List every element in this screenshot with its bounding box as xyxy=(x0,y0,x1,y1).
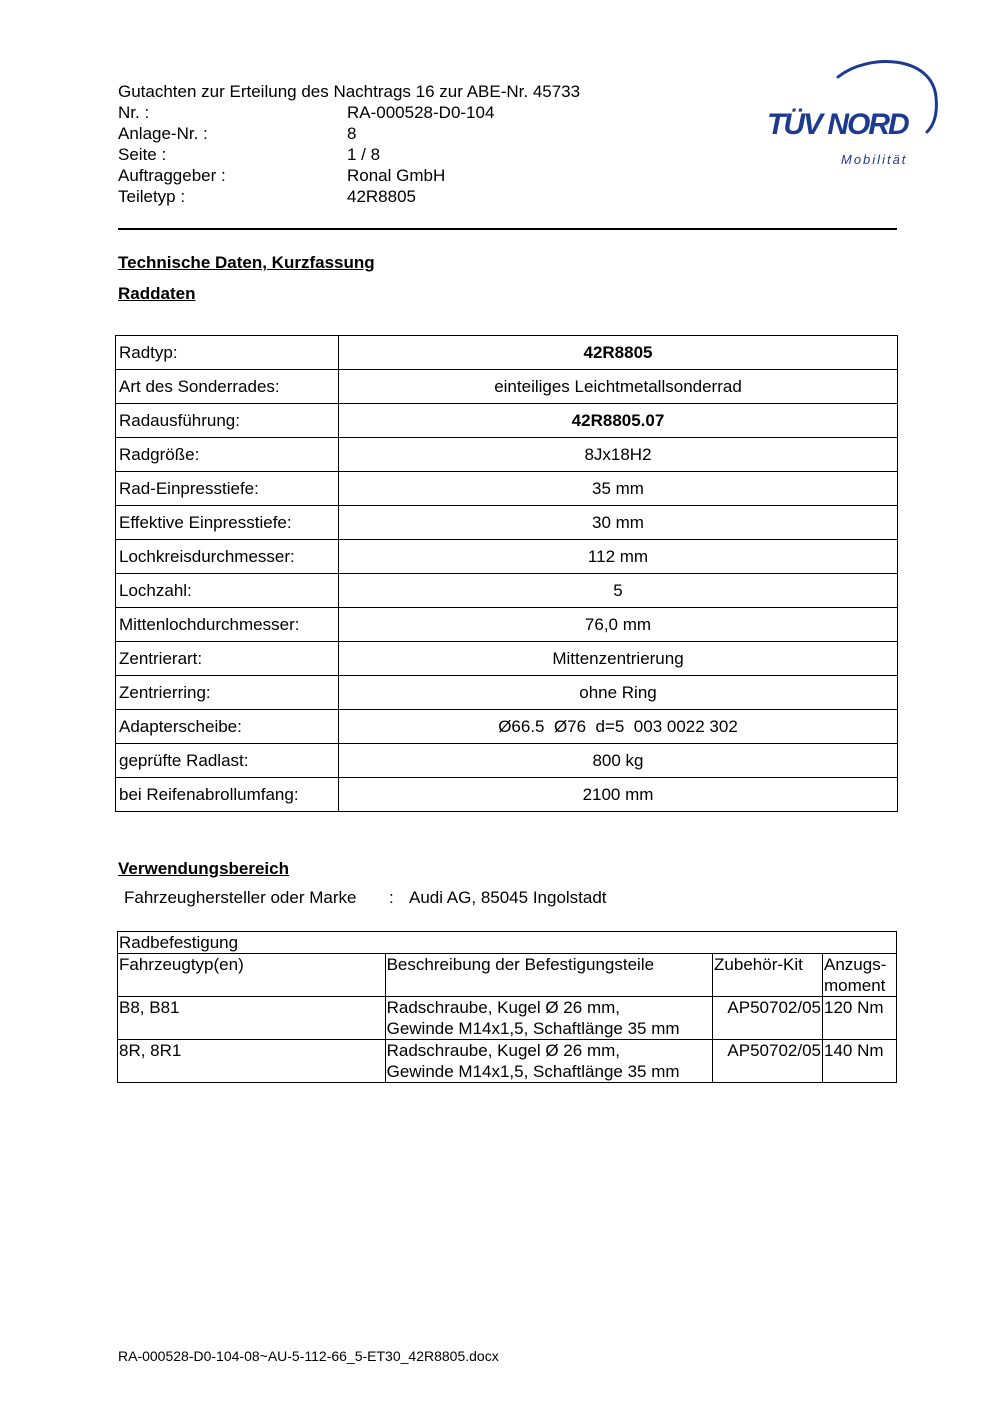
label-cell: geprüfte Radlast: xyxy=(116,744,339,778)
header-value: 1 / 8 xyxy=(347,145,381,164)
table-row xyxy=(116,778,898,812)
report-title: Gutachten zur Erteilung des Nachtrags 16 zur ABE-Nr. 45733 xyxy=(118,82,581,101)
label-cell: Mittenlochdurchmesser: xyxy=(116,608,339,642)
value-cell: Mittenzentrierung xyxy=(339,642,898,676)
label-cell: Zentrierring: xyxy=(116,676,339,710)
header-line: Anzugs- xyxy=(824,955,887,974)
header-label: Anlage-Nr. : xyxy=(118,124,208,143)
table-row xyxy=(116,676,898,710)
value-cell: 42R8805.07 xyxy=(339,404,898,438)
table-title-row xyxy=(118,932,897,954)
value-cell: 800 kg xyxy=(339,744,898,778)
header-row-teiletyp xyxy=(118,186,580,207)
wheel-fixing-table xyxy=(117,931,897,1083)
label-cell: Effektive Einpresstiefe: xyxy=(116,506,339,540)
section-heading-wheel: Raddaten xyxy=(118,284,196,303)
value-cell: einteiliges Leichtmetallsonderrad xyxy=(339,370,898,404)
header-label: Auftraggeber : xyxy=(118,166,226,185)
table-row xyxy=(116,540,898,574)
header-label: Teiletyp : xyxy=(118,187,186,206)
kit-cell: AP50702/05 xyxy=(713,1040,823,1083)
description-line: Gewinde M14x1,5, Schaftlänge 35 mm xyxy=(386,1019,680,1038)
label-cell: bei Reifenabrollumfang: xyxy=(116,778,339,812)
table-row xyxy=(116,472,898,506)
usage-separator: : xyxy=(389,888,394,907)
label-cell: Lochkreisdurchmesser: xyxy=(116,540,339,574)
header-cell: Zubehör-Kit xyxy=(713,954,823,997)
description-cell xyxy=(385,997,712,1040)
vehicle-types-cell: B8, B81 xyxy=(118,997,386,1040)
header-row-seite xyxy=(118,144,580,165)
header-cell: Beschreibung der Befestigungsteile xyxy=(385,954,712,997)
label-cell: Art des Sonderrades: xyxy=(116,370,339,404)
table-row xyxy=(116,370,898,404)
header-value: RA-000528-D0-104 xyxy=(347,103,495,122)
table-row xyxy=(116,506,898,540)
value-cell: ohne Ring xyxy=(339,676,898,710)
value-cell: 5 xyxy=(339,574,898,608)
kit-cell: AP50702/05 xyxy=(713,997,823,1040)
table-row xyxy=(116,574,898,608)
logo-wordmark: TÜV NORD xyxy=(767,108,908,141)
table-row xyxy=(116,336,898,370)
value-cell: 2100 mm xyxy=(339,778,898,812)
label-cell: Radausführung: xyxy=(116,404,339,438)
header-cell xyxy=(823,954,897,997)
description-line: Radschraube, Kugel Ø 26 mm, xyxy=(386,998,620,1017)
table-row xyxy=(116,608,898,642)
header-value: 42R8805 xyxy=(347,187,417,206)
value-cell: 8Jx18H2 xyxy=(339,438,898,472)
footer-filename: RA-000528-D0-104-08~AU-5-112-66_5-ET30_42R8805.docx xyxy=(118,1348,499,1364)
header-row-nr xyxy=(118,102,580,123)
header-label: Seite : xyxy=(118,145,167,164)
usage-label: Fahrzeughersteller oder Marke xyxy=(124,888,357,907)
value-cell: 42R8805 xyxy=(339,336,898,370)
tuv-nord-logo xyxy=(760,55,945,175)
table-row xyxy=(118,997,897,1040)
table-header-row xyxy=(118,954,897,997)
section-heading-usage: Verwendungsbereich xyxy=(118,859,289,878)
description-line: Gewinde M14x1,5, Schaftlänge 35 mm xyxy=(386,1062,680,1081)
table-row xyxy=(116,642,898,676)
vehicle-types-cell: 8R, 8R1 xyxy=(118,1040,386,1083)
section-heading-technical: Technische Daten, Kurzfassung xyxy=(118,253,375,272)
torque-cell: 140 Nm xyxy=(823,1040,897,1083)
label-cell: Lochzahl: xyxy=(116,574,339,608)
header-label: Nr. : xyxy=(118,103,150,122)
label-cell: Radtyp: xyxy=(116,336,339,370)
header-value: 8 xyxy=(347,124,357,143)
label-cell: Rad-Einpresstiefe: xyxy=(116,472,339,506)
table-row xyxy=(116,438,898,472)
usage-value: Audi AG, 85045 Ingolstadt xyxy=(409,888,607,907)
header-row-auftraggeber xyxy=(118,165,580,186)
torque-cell: 120 Nm xyxy=(823,997,897,1040)
value-cell: Ø66.5 Ø76 d=5 003 0022 302 xyxy=(339,710,898,744)
value-cell: 35 mm xyxy=(339,472,898,506)
wheel-data-table xyxy=(115,335,898,812)
usage-line xyxy=(124,888,607,908)
header-row-anlage xyxy=(118,123,580,144)
description-cell xyxy=(385,1040,712,1083)
label-cell: Radgröße: xyxy=(116,438,339,472)
table-row xyxy=(116,710,898,744)
logo-subtitle: Mobilität xyxy=(841,152,908,167)
value-cell: 30 mm xyxy=(339,506,898,540)
description-line: Radschraube, Kugel Ø 26 mm, xyxy=(386,1041,620,1060)
table-row xyxy=(116,404,898,438)
header-line: moment xyxy=(824,976,886,995)
fixing-title: Radbefestigung xyxy=(118,932,897,954)
value-cell: 76,0 mm xyxy=(339,608,898,642)
value-cell: 112 mm xyxy=(339,540,898,574)
header-cell: Fahrzeugtyp(en) xyxy=(118,954,386,997)
header-value: Ronal GmbH xyxy=(347,166,446,185)
table-row xyxy=(116,744,898,778)
label-cell: Zentrierart: xyxy=(116,642,339,676)
table-row xyxy=(118,1040,897,1083)
document-header xyxy=(118,81,580,207)
header-divider xyxy=(118,228,897,230)
label-cell: Adapterscheibe: xyxy=(116,710,339,744)
